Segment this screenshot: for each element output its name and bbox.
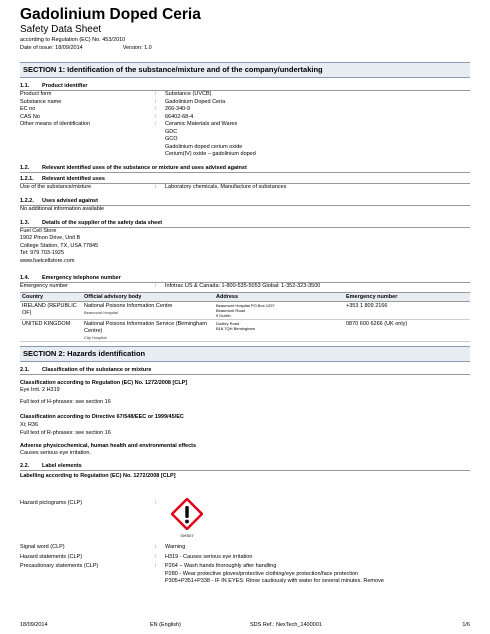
clp-class: Eye Irrit. 2 H319	[20, 387, 60, 393]
supplier-block: Fuel Cell Store 1902 Pinon Drive, Unit B College Station, TX, USA 77845 Tel: 979 703-1925 www.fuelcellstore.com	[20, 227, 99, 264]
clp-heading: Classification according to Regulation (EC) No. 1272/2008 [CLP]	[20, 379, 188, 386]
row-use: Use of the substance/mixture : Laboratory chemicals, Manufacture of substances	[20, 183, 287, 190]
subsection-2-2: 2.2. Label elements	[20, 462, 470, 471]
document-title: Gadolinium Doped Ceria	[20, 6, 201, 23]
row-ec-no: EC no : 266-340-9	[20, 106, 191, 112]
section2-header: SECTION 2: Hazards identification	[20, 346, 470, 362]
ghs-code: GHS07	[180, 533, 194, 538]
row-substance-name: Substance name : Gadolinium Doped Ceria	[20, 98, 226, 105]
subsection-1-4: 1.4. Emergency telephone number	[20, 274, 470, 283]
section1-header: SECTION 1: Identification of the substance/mixture and of the company/undertaking	[20, 62, 470, 78]
row-product-form: Product form : Substance (UVCB)	[20, 91, 212, 97]
row-emergency-number: Emergency number : Infotrac US & Canada: 1-800-535-5053 Global: 1-352-323-3500	[20, 283, 321, 289]
subsection-1-2: 1.2. Relevant identified uses of the substance or mixture and uses advised against	[20, 164, 470, 173]
row-signal-word: Signal word (CLP) : Warning	[20, 544, 186, 550]
footer-date: 18/09/2014	[20, 622, 48, 628]
advised-against-text: No additional information available	[20, 206, 105, 212]
issue-line	[20, 44, 470, 52]
version: Version: 1.0	[122, 45, 152, 51]
adverse-heading: Adverse physicochemical, human health and environmental effects	[20, 442, 197, 449]
regulation-text: according to Regulation (EC) No. 453/2010	[20, 37, 126, 43]
label-heading: Labelling according to Regulation (EC) No. 1272/2008 [CLP]	[20, 472, 176, 479]
issue-date: Date of issue: 18/09/2014	[20, 45, 83, 51]
subsection-1-3: 1.3. Details of the supplier of the safety data sheet	[20, 219, 470, 228]
footer-sds-ref: SDS Ref.: NexTech_1400001	[250, 622, 322, 628]
emergency-table	[20, 292, 470, 342]
ghs07-pictogram	[165, 498, 209, 538]
document-subtitle: Safety Data Sheet	[20, 24, 102, 35]
table-row: UNITED KINGDOM National Poisons Information Service (Birmingham Centre) City Hospital Dudley Road B18 7QH Birmingham 0870 600 6266 (UK only)	[20, 319, 470, 341]
row-hazard-statements: Hazard statements (CLP) : H319 - Causes serious eye irritation	[20, 553, 253, 560]
page-footer	[20, 622, 470, 628]
subsection-1-2-1: 1.2.1. Relevant identified uses	[20, 175, 470, 184]
subsection-1-2-2: 1.2.2. Uses advised against	[20, 197, 470, 206]
subsection-2-1: 2.1. Classification of the substance or mixture	[20, 366, 470, 375]
row-cas-no: CAS No : 66402-68-4	[20, 113, 194, 120]
exclamation-mark-icon	[171, 498, 203, 530]
footer-language: EN (English)	[150, 622, 181, 628]
row-pictograms: Hazard pictograms (CLP) : GHS07	[20, 498, 470, 538]
table-row: IRELAND (REPUBLIC OF) National Poisons Information Centre Beaumont Hospital Beaumont Hospital PO Box 1297 Beaumont Road 9 Dublin +353 1 809 2166	[20, 301, 470, 319]
clp-full-text: Full text of H-phrases: see section 16	[20, 398, 111, 405]
dsd-heading: Classification according to Directive 67/548/EEC or 1999/45/EC	[20, 414, 184, 420]
table-header-row: Country Official advisory body Address Emergency number	[20, 292, 470, 301]
sds-page	[20, 6, 470, 586]
footer-page: 1/6	[462, 622, 470, 628]
subsection-1-1: 1.1. Product identifier	[20, 82, 470, 91]
row-precautionary: Precautionary statements (CLP) : P264 – Wash hands thoroughly after handling P280 - Wear protective gloves/protective clothing/eye protection/face protection P305+P351+P338 - IF IN EYES: Rinse cautiously with water for several minutes. Remove	[20, 563, 384, 584]
dsd-class: Xi; R36	[20, 421, 39, 428]
dsd-full-text: Full text of R-phrases: see section 16	[20, 430, 111, 436]
adverse-text: Causes serious eye irritation.	[20, 450, 91, 456]
row-other-means: Other means of identification : Ceramic Materials and Wares GDC GCO Gadolinium doped cerium oxide Cerium(IV) oxide – gadolinium doped	[20, 121, 256, 157]
